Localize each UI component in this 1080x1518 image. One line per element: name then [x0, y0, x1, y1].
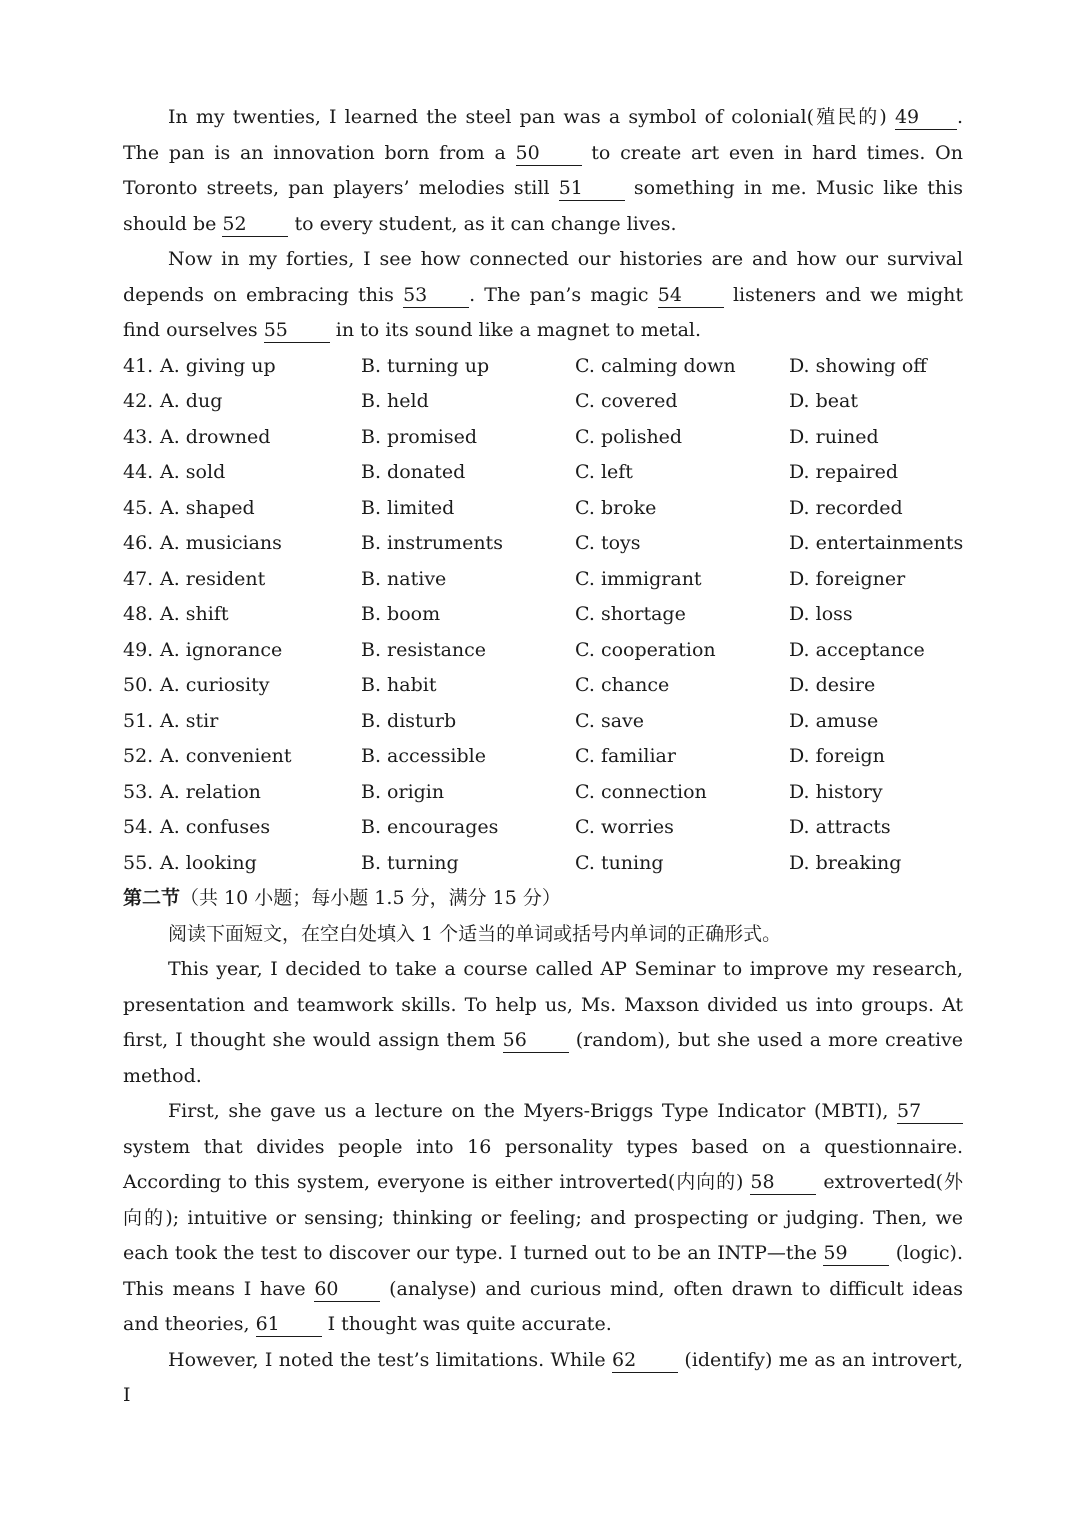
option-a: A. ignorance: [160, 638, 283, 661]
question-number: 42.: [123, 390, 154, 412]
blank-59: 59: [823, 1242, 889, 1266]
option-row: [123, 633, 963, 669]
text: . The pan’s magic: [469, 283, 649, 306]
option-a: A. looking: [160, 851, 257, 874]
option-row: [123, 668, 963, 704]
option-a: A. giving up: [160, 354, 276, 377]
blank-60: 60: [314, 1278, 380, 1302]
blank-56: 56: [503, 1029, 569, 1053]
option-c: C. calming down: [575, 354, 736, 377]
option-a: A. convenient: [160, 745, 292, 767]
option-a: A. musicians: [160, 532, 282, 554]
question-number: 49.: [123, 638, 154, 661]
option-c: C. immigrant: [575, 567, 702, 590]
text: First, she gave us a lecture on the Myers-Briggs Type Indicator (MBTI),: [168, 1100, 889, 1122]
question-number: 51.: [123, 709, 154, 732]
option-c: C. shortage: [575, 603, 686, 625]
question-number: 55.: [123, 851, 154, 874]
option-row: [123, 739, 963, 775]
question-number: 41.: [123, 354, 154, 377]
question-number: 46.: [123, 532, 154, 554]
option-row: [123, 384, 963, 420]
option-b: B. encourages: [361, 816, 499, 838]
question-number: 45.: [123, 496, 154, 519]
text: system that divides people into 16 personality types based on a questionnaire. According to this system, everyone is either introverted(内向的): [123, 1135, 963, 1193]
text: However, I noted the test’s limitations. While: [168, 1348, 606, 1371]
section-instruction: 阅读下面短文，在空白处填入 1 个适当的单词或括号内单词的正确形式。: [168, 922, 782, 945]
option-b: B. limited: [361, 496, 455, 519]
option-row: [123, 349, 963, 385]
option-d: D. recorded: [789, 496, 903, 519]
option-a: A. shift: [160, 603, 229, 625]
option-a: A. drowned: [160, 425, 271, 448]
blank-51: 51: [559, 177, 625, 201]
blank-52: 52: [222, 213, 288, 237]
option-d: D. beat: [789, 390, 859, 412]
option-row: [123, 810, 963, 846]
option-d: D. amuse: [789, 709, 879, 732]
passage2-paragraph1: [123, 952, 963, 1094]
blank-61: 61: [256, 1313, 322, 1337]
blank-54: 54: [658, 284, 724, 308]
question-number: 48.: [123, 603, 154, 625]
option-c: C. polished: [575, 425, 683, 448]
text: (random), but she used a more creative method.: [123, 1029, 964, 1087]
text: (logic). This means I have: [123, 1242, 963, 1300]
option-row: [123, 597, 963, 633]
option-b: B. disturb: [361, 709, 457, 732]
option-d: D. foreigner: [789, 567, 906, 590]
option-d: D. desire: [789, 674, 876, 696]
blank-50: 50: [516, 142, 582, 166]
option-row: [123, 562, 963, 598]
option-a: A. confuses: [160, 816, 271, 838]
text: in to its sound like a magnet to metal.: [335, 319, 702, 341]
option-d: D. acceptance: [789, 638, 925, 661]
text: to create art even in hard times. On Toronto streets, pan players’ melodies still: [123, 141, 963, 199]
section-title: 第二节: [123, 887, 181, 909]
question-number: 53.: [123, 780, 154, 803]
option-d: D. loss: [789, 603, 853, 625]
option-a: A. sold: [160, 461, 226, 483]
option-b: B. habit: [361, 674, 437, 696]
option-c: C. covered: [575, 390, 678, 412]
option-a: A. curiosity: [160, 674, 270, 696]
text: (identify) me as an introvert, I: [123, 1348, 963, 1406]
option-d: D. history: [789, 780, 883, 803]
passage1-paragraph1: [123, 100, 963, 242]
section-heading: [123, 881, 963, 917]
option-c: C. worries: [575, 816, 674, 838]
text: to every student, as it can change lives.: [294, 212, 677, 235]
passage2-paragraph3: [123, 1343, 963, 1414]
option-d: D. entertainments: [789, 532, 964, 554]
option-c: C. tuning: [575, 851, 664, 874]
passage1-paragraph2: [123, 242, 963, 349]
option-c: C. left: [575, 461, 633, 483]
option-c: C. broke: [575, 496, 657, 519]
text: (analyse) and curious mind, often drawn to difficult ideas and theories,: [123, 1277, 963, 1335]
text: I thought was quite accurate.: [327, 1313, 612, 1335]
option-b: B. turning: [361, 851, 459, 874]
option-b: B. accessible: [361, 745, 486, 767]
option-row: [123, 420, 963, 456]
option-b: B. turning up: [361, 354, 490, 377]
section-rule: （共 10 小题；每小题 1.5 分，满分 15 分）: [180, 887, 561, 909]
blank-53: 53: [403, 284, 469, 308]
option-d: D. breaking: [789, 851, 902, 874]
option-b: B. origin: [361, 780, 445, 803]
option-b: B. held: [361, 390, 429, 412]
blank-58: 58: [750, 1171, 816, 1195]
option-d: D. foreign: [789, 745, 885, 767]
option-row: [123, 775, 963, 811]
option-b: B. native: [361, 567, 447, 590]
option-row: [123, 846, 963, 882]
text: listeners and we might find ourselves: [123, 283, 964, 341]
question-number: 54.: [123, 816, 154, 838]
option-c: C. toys: [575, 532, 641, 554]
option-a: A. resident: [160, 567, 266, 590]
option-d: D. ruined: [789, 425, 879, 448]
option-a: A. dug: [160, 390, 223, 412]
question-number: 50.: [123, 674, 154, 696]
text: extroverted(外向的); intuitive or sensing; thinking or feeling; and prospecting or judging. Then, we each took the test to discover our type. I turned out to be an INTP—the: [123, 1171, 963, 1264]
blank-55: 55: [264, 319, 330, 343]
exam-page: [123, 100, 963, 1414]
text: In my twenties, I learned the steel pan was a symbol of colonial(殖民的): [168, 106, 887, 128]
text: . The pan is an innovation born from a: [123, 106, 963, 164]
option-b: B. donated: [361, 461, 466, 483]
option-d: D. repaired: [789, 461, 899, 483]
option-row: [123, 704, 963, 740]
option-b: B. boom: [361, 603, 441, 625]
option-c: C. connection: [575, 780, 707, 803]
question-number: 47.: [123, 567, 154, 590]
question-number: 52.: [123, 745, 154, 767]
option-b: B. resistance: [361, 638, 487, 661]
option-b: B. promised: [361, 425, 477, 448]
blank-62: 62: [612, 1349, 678, 1373]
option-a: A. stir: [160, 709, 219, 732]
option-a: A. shaped: [160, 496, 255, 519]
option-c: C. save: [575, 709, 644, 732]
question-number: 44.: [123, 461, 154, 483]
option-b: B. instruments: [361, 532, 503, 554]
question-number: 43.: [123, 425, 154, 448]
option-row: [123, 526, 963, 562]
option-d: D. attracts: [789, 816, 891, 838]
text: This year, I decided to take a course called AP Seminar to improve my research, presentation and teamwork skills. To help us, Ms. Maxson divided us into groups. At first, I thought she would assign them: [123, 958, 963, 1051]
option-d: D. showing off: [789, 354, 927, 377]
passage2-paragraph2: [123, 1094, 963, 1343]
option-c: C. chance: [575, 674, 670, 696]
text: something in me. Music like this should be: [123, 177, 963, 235]
option-c: C. familiar: [575, 745, 676, 767]
option-row: [123, 455, 963, 491]
blank-57: 57: [897, 1100, 963, 1124]
blank-49: 49: [895, 106, 957, 130]
option-a: A. relation: [160, 780, 261, 803]
option-row: [123, 491, 963, 527]
option-c: C. cooperation: [575, 638, 716, 661]
text: Now in my forties, I see how connected our histories are and how our survival depends on embracing this: [123, 248, 963, 306]
answer-options: [123, 349, 963, 882]
